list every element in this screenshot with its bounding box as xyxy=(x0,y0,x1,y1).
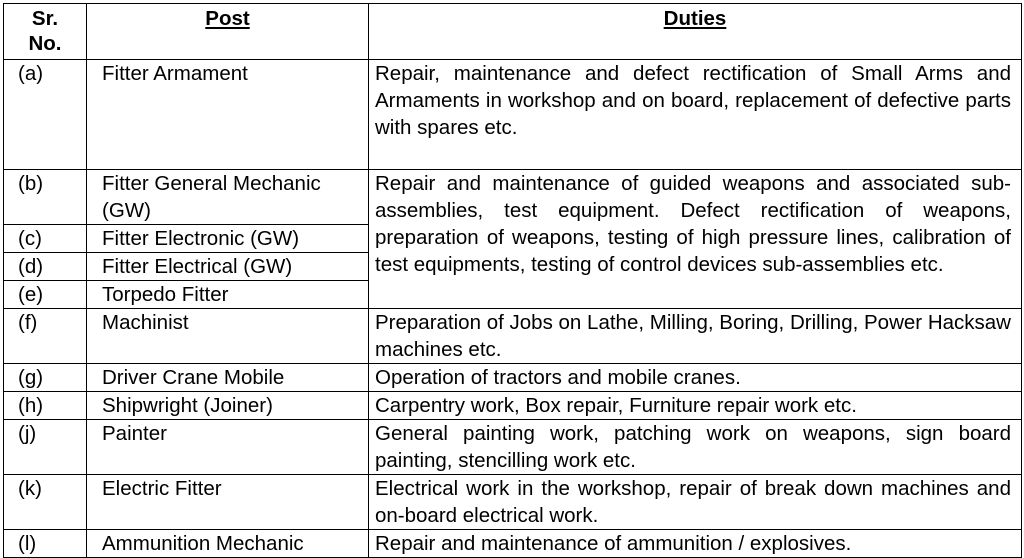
sr-cell: (c) xyxy=(4,225,87,253)
post-cell: Fitter Electrical (GW) xyxy=(87,253,369,281)
duties-cell: Operation of tractors and mobile cranes. xyxy=(369,364,1022,392)
sr-cell: (g) xyxy=(4,364,87,392)
post-cell: Fitter General Mechanic (GW) xyxy=(87,170,369,225)
header-post: Post xyxy=(87,4,369,60)
post-cell: Ammunition Mechanic xyxy=(87,530,369,558)
sr-cell: (d) xyxy=(4,253,87,281)
sr-cell: (k) xyxy=(4,475,87,530)
post-cell: Electric Fitter xyxy=(87,475,369,530)
sr-cell: (f) xyxy=(4,309,87,364)
sr-cell: (b) xyxy=(4,170,87,225)
duties-cell: Repair, maintenance and defect rectification of Small Arms and Armaments in workshop and on board, replacement of defective parts with spares etc. xyxy=(369,60,1022,170)
post-cell: Shipwright (Joiner) xyxy=(87,392,369,420)
header-sr-no: Sr. No. xyxy=(4,4,87,60)
table-row xyxy=(4,60,1022,170)
sr-cell: (a) xyxy=(4,60,87,170)
sr-cell: (h) xyxy=(4,392,87,420)
sr-cell: (e) xyxy=(4,281,87,309)
post-cell: Painter xyxy=(87,420,369,475)
sr-cell: (j) xyxy=(4,420,87,475)
duties-table xyxy=(3,3,1022,558)
duties-cell: General painting work, patching work on weapons, sign board painting, stencilling work etc. xyxy=(369,420,1022,475)
table-row xyxy=(4,475,1022,530)
header-duties: Duties xyxy=(369,4,1022,60)
duties-cell: Carpentry work, Box repair, Furniture repair work etc. xyxy=(369,392,1022,420)
header-row xyxy=(4,4,1022,60)
table-row xyxy=(4,420,1022,475)
table-row xyxy=(4,170,1022,225)
table-row xyxy=(4,530,1022,558)
post-cell: Fitter Electronic (GW) xyxy=(87,225,369,253)
post-cell: Driver Crane Mobile xyxy=(87,364,369,392)
duties-cell: Preparation of Jobs on Lathe, Milling, Boring, Drilling, Power Hacksaw machines etc. xyxy=(369,309,1022,364)
sr-cell: (l) xyxy=(4,530,87,558)
post-cell: Machinist xyxy=(87,309,369,364)
duties-cell: Repair and maintenance of ammunition / explosives. xyxy=(369,530,1022,558)
duties-cell: Electrical work in the workshop, repair of break down machines and on-board electrical work. xyxy=(369,475,1022,530)
table-row xyxy=(4,309,1022,364)
table-row xyxy=(4,364,1022,392)
table-row xyxy=(4,392,1022,420)
post-cell: Fitter Armament xyxy=(87,60,369,170)
duties-cell: Repair and maintenance of guided weapons and associated sub-assemblies, test equipment. Defect rectification of weapons, preparation of weapons, testing of high pressure lines, calibration of test equipments, testing of control devices sub-assemblies etc. xyxy=(369,170,1022,309)
post-cell: Torpedo Fitter xyxy=(87,281,369,309)
